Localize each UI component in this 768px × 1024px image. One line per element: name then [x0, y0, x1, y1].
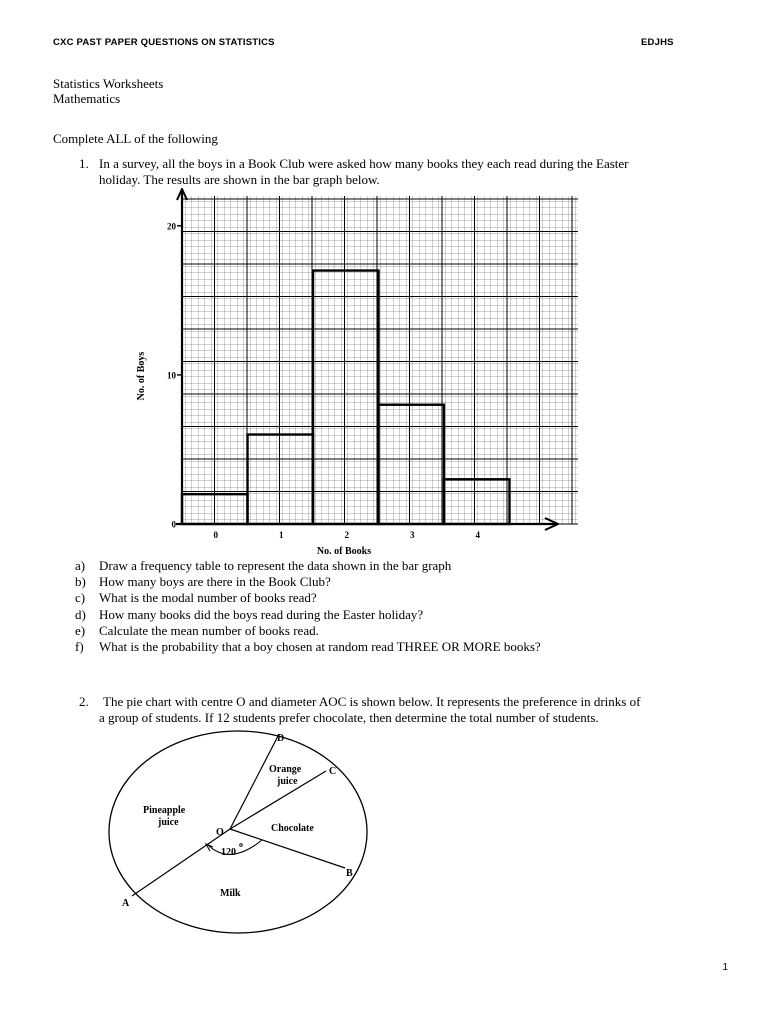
- q1-part-label: f): [75, 638, 84, 654]
- point-C: C: [329, 766, 337, 777]
- pie-chart: [100, 728, 380, 940]
- header-school: EDJHS: [641, 37, 674, 48]
- point-D: D: [277, 733, 285, 744]
- label-chocolate: Chocolate: [271, 823, 314, 834]
- q1-part-text: What is the probability that a boy chosen at random read THREE OR MORE books?: [99, 638, 541, 654]
- q1-part: [75, 574, 541, 590]
- label-pineapple-2: juice: [158, 817, 179, 828]
- x-tick-label: 2: [344, 530, 349, 540]
- radius-OA: [132, 829, 230, 896]
- x-tick-label: 0: [213, 530, 218, 540]
- subject-title: Mathematics: [53, 91, 121, 106]
- page-number: 1: [722, 962, 728, 973]
- q1-part: [75, 623, 541, 639]
- label-orange-1: Orange: [269, 764, 302, 775]
- y-axis-label: No. of Boys: [136, 351, 147, 401]
- point-B: B: [346, 868, 353, 879]
- instruction-text: Complete ALL of the following: [53, 131, 218, 146]
- q1-text-line1: In a survey, all the boys in a Book Club were asked how many books they each read during the Easter: [99, 156, 629, 171]
- q1-part: [75, 607, 541, 623]
- q1-part-label: b): [75, 574, 86, 590]
- q1-part-text: Calculate the mean number of books read.: [99, 622, 319, 638]
- chart-grid: [182, 196, 578, 524]
- q1-part-label: a): [75, 558, 86, 573]
- q1-parts-list: [75, 558, 541, 655]
- header-title: CXC PAST PAPER QUESTIONS ON STATISTICS: [53, 37, 275, 48]
- q1-part-label: d): [75, 606, 86, 622]
- q1-part-label: e): [75, 622, 86, 638]
- point-O: O: [216, 827, 224, 838]
- point-A: A: [122, 898, 130, 909]
- y-tick-label: 0: [171, 519, 176, 530]
- worksheet-title: Statistics Worksheets: [53, 76, 164, 91]
- bar-chart: [120, 188, 590, 560]
- label-milk: Milk: [220, 888, 241, 899]
- q1-part-text: How many boys are there in the Book Club?: [99, 574, 331, 590]
- degree-symbol: o: [239, 840, 243, 849]
- angle-value: 120: [221, 847, 236, 858]
- q1-part-text: How many books did the boys read during the Easter holiday?: [99, 606, 424, 622]
- arc-arrow-icon: [206, 844, 213, 851]
- radius-OB: [230, 829, 345, 868]
- q2-text-line2: a group of students. If 12 students prefer chocolate, then determine the total number of students.: [99, 710, 599, 725]
- q1-part: [75, 639, 541, 655]
- y-tick-label: 10: [167, 370, 176, 381]
- x-tick-label: 1: [279, 530, 284, 540]
- label-pineapple-1: Pineapple: [143, 805, 186, 816]
- label-orange-2: juice: [277, 776, 298, 787]
- y-tick-label: 20: [167, 221, 176, 232]
- x-tick-label: 4: [475, 530, 480, 540]
- q1-text-line2: holiday. The results are shown in the bar graph below.: [99, 172, 380, 187]
- q2-text-line1: The pie chart with centre O and diameter AOC is shown below. It represents the preference in drinks of: [103, 694, 641, 709]
- grid-minor: [182, 196, 578, 524]
- x-axis-label: No. of Books: [316, 546, 372, 557]
- q1-part-label: c): [75, 590, 86, 606]
- x-tick-label: 3: [410, 530, 415, 540]
- q1-part-text: What is the modal number of books read?: [99, 590, 317, 606]
- q1-number: 1.: [79, 156, 89, 171]
- q1-part-text: Draw a frequency table to represent the data shown in the bar graph: [99, 558, 452, 573]
- q2-number: 2.: [79, 694, 89, 709]
- q1-part: [75, 590, 541, 606]
- q1-part: [75, 558, 541, 574]
